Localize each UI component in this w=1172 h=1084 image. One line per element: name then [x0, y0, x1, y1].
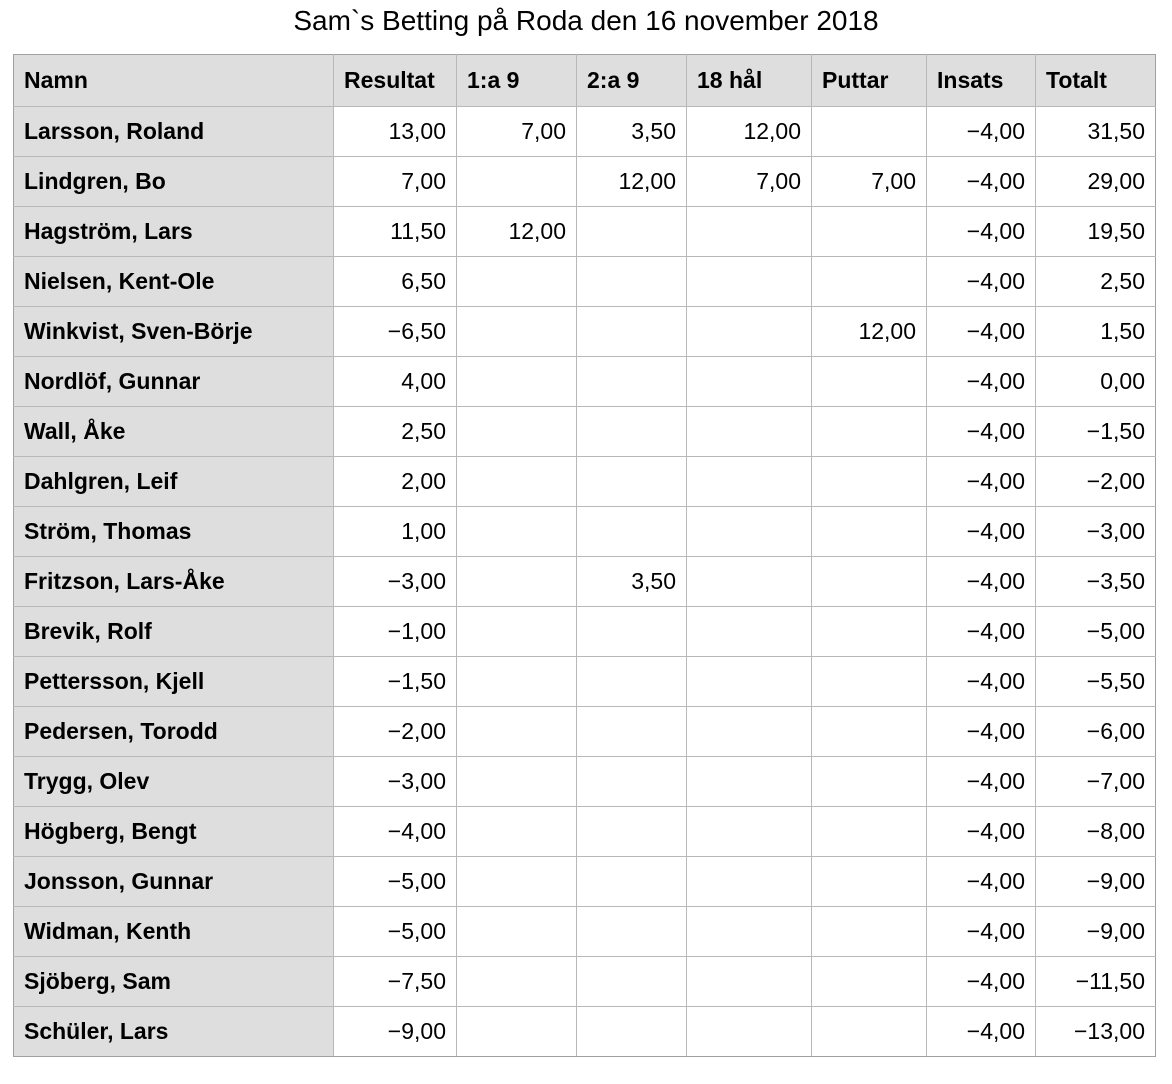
table-row [14, 507, 1156, 557]
player-name-cell: Jonsson, Gunnar [14, 857, 334, 907]
header-row [14, 55, 1156, 107]
player-name-cell: Dahlgren, Leif [14, 457, 334, 507]
cell-andra9 [577, 957, 687, 1007]
cell-resultat: −6,50 [334, 307, 457, 357]
player-name-cell: Pedersen, Torodd [14, 707, 334, 757]
cell-puttar [812, 907, 927, 957]
cell-forsta9 [457, 257, 577, 307]
cell-hal18 [687, 957, 812, 1007]
cell-insats: −4,00 [927, 207, 1036, 257]
cell-resultat: −3,00 [334, 757, 457, 807]
table-header [14, 55, 1156, 107]
cell-insats: −4,00 [927, 107, 1036, 157]
table-row [14, 607, 1156, 657]
cell-andra9 [577, 807, 687, 857]
player-name-cell: Nordlöf, Gunnar [14, 357, 334, 407]
cell-insats: −4,00 [927, 507, 1036, 557]
cell-andra9 [577, 457, 687, 507]
cell-totalt: −5,00 [1036, 607, 1156, 657]
player-name-cell: Fritzson, Lars-Åke [14, 557, 334, 607]
player-name-cell: Högberg, Bengt [14, 807, 334, 857]
cell-andra9 [577, 1007, 687, 1057]
player-name-cell: Trygg, Olev [14, 757, 334, 807]
cell-forsta9 [457, 357, 577, 407]
betting-table [13, 54, 1156, 1057]
cell-forsta9 [457, 307, 577, 357]
cell-forsta9: 12,00 [457, 207, 577, 257]
cell-forsta9 [457, 507, 577, 557]
cell-insats: −4,00 [927, 357, 1036, 407]
cell-hal18 [687, 707, 812, 757]
cell-forsta9 [457, 907, 577, 957]
cell-insats: −4,00 [927, 1007, 1036, 1057]
cell-resultat: 13,00 [334, 107, 457, 157]
cell-andra9: 3,50 [577, 557, 687, 607]
cell-resultat: 11,50 [334, 207, 457, 257]
cell-totalt: 2,50 [1036, 257, 1156, 307]
cell-puttar [812, 807, 927, 857]
cell-hal18: 7,00 [687, 157, 812, 207]
player-name-cell: Sjöberg, Sam [14, 957, 334, 1007]
table-row [14, 657, 1156, 707]
cell-totalt: 31,50 [1036, 107, 1156, 157]
player-name-cell: Pettersson, Kjell [14, 657, 334, 707]
cell-insats: −4,00 [927, 657, 1036, 707]
column-header-totalt: Totalt [1036, 55, 1156, 107]
cell-totalt: −6,00 [1036, 707, 1156, 757]
cell-insats: −4,00 [927, 857, 1036, 907]
cell-hal18 [687, 207, 812, 257]
cell-resultat: 1,00 [334, 507, 457, 557]
cell-andra9 [577, 507, 687, 557]
cell-insats: −4,00 [927, 307, 1036, 357]
cell-totalt: −5,50 [1036, 657, 1156, 707]
cell-resultat: 4,00 [334, 357, 457, 407]
cell-forsta9 [457, 457, 577, 507]
cell-forsta9 [457, 407, 577, 457]
cell-totalt: −9,00 [1036, 857, 1156, 907]
cell-insats: −4,00 [927, 707, 1036, 757]
cell-resultat: −9,00 [334, 1007, 457, 1057]
cell-forsta9: 7,00 [457, 107, 577, 157]
table-row [14, 357, 1156, 407]
cell-insats: −4,00 [927, 557, 1036, 607]
column-header-andra9: 2:a 9 [577, 55, 687, 107]
cell-andra9 [577, 357, 687, 407]
cell-puttar [812, 257, 927, 307]
cell-insats: −4,00 [927, 957, 1036, 1007]
cell-puttar [812, 107, 927, 157]
table-row [14, 1007, 1156, 1057]
player-name-cell: Winkvist, Sven-Börje [14, 307, 334, 357]
cell-hal18 [687, 1007, 812, 1057]
cell-resultat: −7,50 [334, 957, 457, 1007]
cell-puttar [812, 557, 927, 607]
table-row [14, 157, 1156, 207]
cell-resultat: −3,00 [334, 557, 457, 607]
cell-forsta9 [457, 657, 577, 707]
cell-puttar [812, 857, 927, 907]
cell-andra9 [577, 657, 687, 707]
cell-andra9: 12,00 [577, 157, 687, 207]
player-name-cell: Ström, Thomas [14, 507, 334, 557]
cell-resultat: 2,00 [334, 457, 457, 507]
table-row [14, 407, 1156, 457]
cell-totalt: 29,00 [1036, 157, 1156, 207]
cell-hal18: 12,00 [687, 107, 812, 157]
table-row [14, 307, 1156, 357]
cell-totalt: −3,00 [1036, 507, 1156, 557]
cell-hal18 [687, 657, 812, 707]
cell-andra9 [577, 207, 687, 257]
table-row [14, 757, 1156, 807]
cell-andra9 [577, 607, 687, 657]
cell-hal18 [687, 507, 812, 557]
cell-insats: −4,00 [927, 607, 1036, 657]
cell-hal18 [687, 457, 812, 507]
table-row [14, 707, 1156, 757]
table-body [14, 107, 1156, 1057]
cell-insats: −4,00 [927, 457, 1036, 507]
cell-puttar [812, 1007, 927, 1057]
cell-forsta9 [457, 957, 577, 1007]
column-header-name: Namn [14, 55, 334, 107]
cell-insats: −4,00 [927, 907, 1036, 957]
table-row [14, 907, 1156, 957]
cell-puttar [812, 457, 927, 507]
cell-totalt: −1,50 [1036, 407, 1156, 457]
cell-resultat: −4,00 [334, 807, 457, 857]
cell-resultat: −5,00 [334, 907, 457, 957]
table-row [14, 207, 1156, 257]
cell-resultat: −2,00 [334, 707, 457, 757]
column-header-forsta9: 1:a 9 [457, 55, 577, 107]
cell-hal18 [687, 557, 812, 607]
column-header-puttar: Puttar [812, 55, 927, 107]
cell-puttar [812, 657, 927, 707]
cell-puttar: 7,00 [812, 157, 927, 207]
player-name-cell: Widman, Kenth [14, 907, 334, 957]
cell-forsta9 [457, 807, 577, 857]
table-row [14, 957, 1156, 1007]
cell-andra9 [577, 907, 687, 957]
page-title: Sam`s Betting på Roda den 16 november 2018 [293, 5, 879, 36]
cell-andra9 [577, 857, 687, 907]
cell-resultat: −1,00 [334, 607, 457, 657]
cell-totalt: −9,00 [1036, 907, 1156, 957]
cell-hal18 [687, 407, 812, 457]
player-name-cell: Wall, Åke [14, 407, 334, 457]
cell-totalt: 1,50 [1036, 307, 1156, 357]
cell-andra9 [577, 707, 687, 757]
table-row [14, 807, 1156, 857]
cell-totalt: −11,50 [1036, 957, 1156, 1007]
cell-insats: −4,00 [927, 407, 1036, 457]
cell-forsta9 [457, 757, 577, 807]
table-row [14, 457, 1156, 507]
cell-totalt: −7,00 [1036, 757, 1156, 807]
player-name-cell: Hagström, Lars [14, 207, 334, 257]
cell-puttar [812, 757, 927, 807]
cell-puttar [812, 507, 927, 557]
cell-hal18 [687, 257, 812, 307]
cell-totalt: 19,50 [1036, 207, 1156, 257]
cell-totalt: −13,00 [1036, 1007, 1156, 1057]
cell-hal18 [687, 907, 812, 957]
cell-resultat: 7,00 [334, 157, 457, 207]
table-row [14, 557, 1156, 607]
cell-resultat: 2,50 [334, 407, 457, 457]
cell-resultat: 6,50 [334, 257, 457, 307]
cell-totalt: −2,00 [1036, 457, 1156, 507]
cell-forsta9 [457, 1007, 577, 1057]
cell-puttar [812, 357, 927, 407]
cell-puttar: 12,00 [812, 307, 927, 357]
cell-puttar [812, 707, 927, 757]
cell-insats: −4,00 [927, 807, 1036, 857]
player-name-cell: Schüler, Lars [14, 1007, 334, 1057]
cell-hal18 [687, 307, 812, 357]
cell-forsta9 [457, 857, 577, 907]
cell-andra9 [577, 307, 687, 357]
column-header-hal18: 18 hål [687, 55, 812, 107]
player-name-cell: Nielsen, Kent-Ole [14, 257, 334, 307]
cell-hal18 [687, 357, 812, 407]
table-row [14, 857, 1156, 907]
cell-puttar [812, 207, 927, 257]
player-name-cell: Brevik, Rolf [14, 607, 334, 657]
cell-puttar [812, 407, 927, 457]
cell-forsta9 [457, 607, 577, 657]
cell-hal18 [687, 607, 812, 657]
table-row [14, 107, 1156, 157]
cell-insats: −4,00 [927, 257, 1036, 307]
cell-andra9 [577, 257, 687, 307]
cell-insats: −4,00 [927, 157, 1036, 207]
cell-andra9 [577, 407, 687, 457]
cell-insats: −4,00 [927, 757, 1036, 807]
cell-totalt: −3,50 [1036, 557, 1156, 607]
cell-totalt: −8,00 [1036, 807, 1156, 857]
table-row [14, 257, 1156, 307]
column-header-insats: Insats [927, 55, 1036, 107]
cell-resultat: −5,00 [334, 857, 457, 907]
cell-hal18 [687, 807, 812, 857]
cell-hal18 [687, 857, 812, 907]
cell-puttar [812, 957, 927, 1007]
cell-forsta9 [457, 157, 577, 207]
cell-andra9: 3,50 [577, 107, 687, 157]
column-header-resultat: Resultat [334, 55, 457, 107]
cell-forsta9 [457, 707, 577, 757]
cell-forsta9 [457, 557, 577, 607]
player-name-cell: Larsson, Roland [14, 107, 334, 157]
cell-hal18 [687, 757, 812, 807]
player-name-cell: Lindgren, Bo [14, 157, 334, 207]
cell-totalt: 0,00 [1036, 357, 1156, 407]
cell-puttar [812, 607, 927, 657]
cell-andra9 [577, 757, 687, 807]
cell-resultat: −1,50 [334, 657, 457, 707]
